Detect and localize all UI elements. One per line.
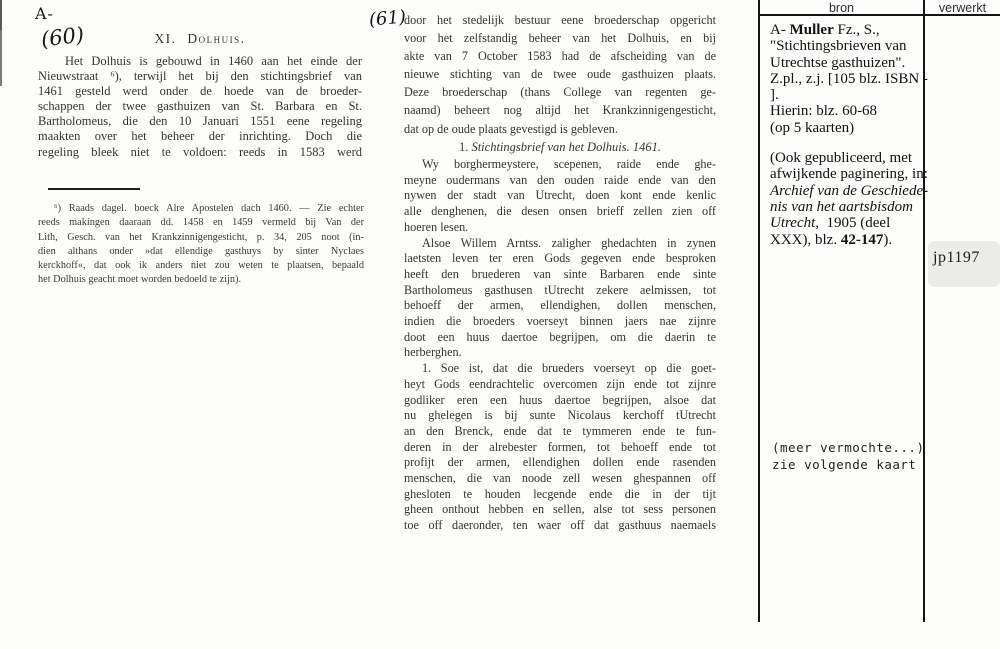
text-line: Alsoe Willem Arntss. zaligher ghedachten in zynen bbox=[422, 235, 716, 250]
text-line: ghesloten te houden lecgende ende die in der tijt bbox=[404, 486, 716, 501]
middle-column-paragraph-3 bbox=[404, 236, 716, 362]
table-border-left bbox=[758, 0, 760, 622]
text-line bbox=[770, 70, 928, 87]
column-header-bron: bron bbox=[828, 1, 855, 15]
text-line bbox=[770, 87, 924, 103]
text-line: profijt der armen, ellendighen dollen ende rasenden bbox=[404, 455, 716, 470]
text-line bbox=[770, 38, 924, 54]
text-line: dat op de oude plaats gevestigd is gebleven. bbox=[404, 121, 618, 136]
text-line: gheen onthout hebben en sellen, alse tot sess personen bbox=[404, 502, 716, 517]
text-line bbox=[770, 22, 924, 38]
text-line bbox=[770, 232, 924, 248]
middle-column-body bbox=[404, 157, 716, 534]
text-line: regeling bleek niet te voldoen: reeds in 1583 werd bbox=[38, 144, 362, 159]
text-line bbox=[770, 103, 924, 119]
handwritten-page-number-61: (61) bbox=[368, 6, 407, 31]
text-segment: nis van het aartsbisdom bbox=[770, 198, 913, 215]
text-line: menschen, die van noode zell wesen ghespannen off bbox=[404, 471, 716, 486]
text-segment: Z.pl., z.j. [105 blz. ISBN - bbox=[770, 70, 928, 87]
processed-code: jp1197 bbox=[933, 249, 980, 266]
text-line bbox=[770, 120, 924, 136]
text-line: door het stedelijk bestuur eene broederschap opgericht bbox=[404, 13, 716, 27]
text-line: ⁶) Raads dagel. boeck Alre Apostelen dach 1460. — Zie echter bbox=[54, 203, 364, 214]
text-line bbox=[770, 199, 924, 215]
text-line: hoeren lesen. bbox=[404, 219, 469, 234]
text-line: laetsten leven ter eren Gods gegeven ende besproken bbox=[404, 251, 716, 266]
text-segment: 1905 (deel bbox=[819, 215, 891, 232]
handwritten-page-number-60: (60) bbox=[39, 22, 86, 52]
text-line: heeft den bruederen van sinte Barbaren ende sinte bbox=[404, 266, 716, 281]
text-line: maakten over het beheer der inrichting. Doch die bbox=[38, 129, 362, 144]
text-line: nieuwe stichting van de twee oude gasthuizen plaats. bbox=[404, 67, 716, 82]
section-heading bbox=[404, 140, 716, 155]
text-segment: Archief van de Geschiede- bbox=[770, 182, 929, 199]
column-header-verwerkt: verwerkt bbox=[938, 1, 987, 15]
text-line: het Dolhuis geacht moet worden bedoeld te zijn). bbox=[38, 274, 242, 286]
text-line: toe off daeronder, ten waer off dat gasthuus naemaels bbox=[404, 518, 716, 533]
text-segment: Hierin: blz. 60-68 bbox=[770, 103, 878, 120]
text-segment: Utrecht, bbox=[770, 215, 820, 232]
middle-column-paragraph-4 bbox=[404, 361, 716, 534]
text-line: akte van 7 October 1583 had de afscheiding van de bbox=[404, 49, 716, 64]
text-segment: XXX), blz. bbox=[770, 231, 841, 248]
text-line: voor het zelfstandig beheer van het Dolhuis, en bij bbox=[404, 31, 716, 46]
text-line: meyne oudermans van den ouden raide ende van den bbox=[404, 172, 716, 187]
text-line: schappen der twee gasthuizen van St. Barbara en St. bbox=[38, 99, 362, 114]
text-line bbox=[770, 215, 924, 231]
text-line bbox=[770, 150, 924, 166]
text-line bbox=[404, 140, 716, 155]
chapter-title: XI. Dolhuis. bbox=[154, 31, 246, 46]
text-segment: (Ook gepubliceerd, met bbox=[770, 150, 913, 167]
text-segment: ]. bbox=[770, 87, 779, 104]
text-segment: Fz., S., bbox=[833, 22, 880, 38]
text-line bbox=[770, 136, 924, 150]
text-line: Lith, Gesch. van het Krankzinnigengesticht, p. 34, 205 noot (in- bbox=[38, 231, 364, 243]
text-line bbox=[770, 55, 924, 71]
text-line: indien die broeders voerseyt binnen jaers nae zijnre bbox=[404, 314, 716, 329]
text-line: dien althans onder »dat ellendige gasthuys by sinter Nyclaes bbox=[38, 245, 364, 257]
text-line: zie volgende kaart bbox=[772, 456, 917, 472]
text-line: heyt Gods eendrachtelic overcomen zijn ende tot zijnre bbox=[404, 376, 716, 391]
left-column-paragraph bbox=[38, 54, 362, 160]
text-segment: 1. bbox=[458, 140, 472, 154]
text-line: Bartholomeus gasthusen tUtrecht zekere aelmissen, tot bbox=[404, 282, 716, 297]
text-line: naamd) beheert nog altijd het Krankzinnigengesticht, bbox=[404, 103, 716, 118]
text-line: nu ghelegen is bij sunte Nicolaus kerchoff tUtrecht bbox=[404, 408, 716, 423]
text-line: reeds makingen daaraan dd. 1458 en 1459 vermeld bij Van der bbox=[38, 217, 364, 229]
text-segment: (op 5 kaarten) bbox=[770, 119, 855, 136]
text-segment: Utrechtse gasthuizen". bbox=[770, 54, 906, 71]
text-segment: ). bbox=[883, 231, 893, 248]
scan-edge-artifact bbox=[0, 0, 2, 30]
text-line: godliker eren een huus daertoe begrijpen, alsoe dat bbox=[404, 392, 716, 407]
handwritten-mark-a: A- bbox=[35, 4, 54, 23]
text-line: nywen der stadt van Utrecht, doen kont ende kenlic bbox=[404, 188, 716, 203]
typewritten-continuation-note bbox=[772, 440, 925, 473]
text-line: Bartholomeus, die den 10 Januari 1551 eene regeling bbox=[38, 114, 362, 129]
source-reference-block bbox=[770, 22, 929, 248]
text-line: kerckhoff«, dat ook ik anders niet zou weten te plaatsen, bepaald bbox=[38, 260, 364, 272]
text-line: alle denghenen, die desen onsen brieff zellen zien off bbox=[404, 204, 716, 219]
text-line: 1461 gesteld werd onder de hoede van de broeder- bbox=[38, 84, 362, 99]
text-line bbox=[770, 166, 928, 183]
middle-column-paragraph-2 bbox=[404, 157, 716, 236]
text-line: doot een huus daertoe begrijpen, om die daerin te bbox=[404, 329, 716, 344]
footnote-block bbox=[38, 202, 364, 288]
text-segment: Muller bbox=[789, 22, 834, 38]
footnote-separator-rule bbox=[48, 188, 140, 190]
text-line: behoeff der armen, ellendighen, dollen menschen, bbox=[404, 298, 716, 313]
text-line: Nieuwstraat ⁶), terwijl het bij den stichtingsbrief van bbox=[38, 69, 362, 84]
text-line: Het Dolhuis is gebouwd in 1460 aan het einde der bbox=[65, 54, 362, 68]
text-segment: Stichtingsbrief van het Dolhuis. 1461. bbox=[471, 140, 662, 154]
text-segment: A- bbox=[770, 22, 790, 38]
text-line: Wy borghermeystere, scepenen, raide ende ghe- bbox=[422, 157, 716, 171]
text-line: Deze broederschap (thans College van regenten ge- bbox=[404, 85, 716, 100]
text-line: herberghen. bbox=[404, 345, 462, 360]
text-line bbox=[770, 182, 929, 199]
text-segment: "Stichtingsbrieven van bbox=[770, 38, 907, 55]
text-line: an den Brenck, ende dat te tymmeren ende te fun- bbox=[404, 423, 716, 438]
text-segment: 42-147 bbox=[840, 231, 884, 248]
text-line: 1. Soe ist, dat die brueders voerseyt op die goet- bbox=[422, 361, 716, 376]
text-segment: afwijkende paginering, in: bbox=[770, 166, 928, 183]
middle-column-paragraph-1 bbox=[404, 11, 716, 138]
text-line: deren in der alrebester formen, tot behoeff ende tot bbox=[404, 439, 716, 454]
text-line: (meer vermochte...) bbox=[772, 440, 925, 455]
